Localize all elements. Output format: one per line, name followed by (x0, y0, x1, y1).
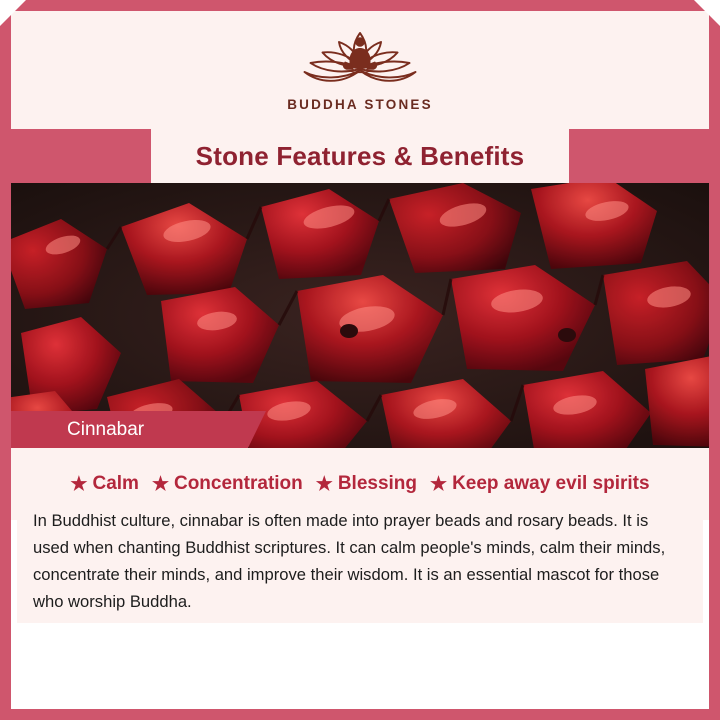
corner-notch-right (694, 0, 720, 26)
content-panel (11, 11, 709, 709)
cinnabar-stones-illustration (11, 183, 709, 448)
buddha-lotus-icon (285, 27, 435, 93)
stone-photo (11, 183, 709, 448)
star-icon: ★ (315, 473, 333, 495)
benefit-item (430, 473, 650, 495)
brand-header (11, 11, 709, 131)
benefit-label: Calm (92, 473, 139, 494)
benefit-item (316, 473, 417, 495)
title-band-inner (151, 129, 569, 183)
corner-notch-left (0, 0, 26, 26)
benefit-item (152, 473, 303, 495)
benefit-label: Keep away evil spirits (452, 473, 650, 494)
star-icon: ★ (430, 473, 448, 495)
benefit-label: Blessing (337, 473, 418, 494)
stone-name: Cinnabar (67, 419, 145, 440)
benefit-label: Concentration (173, 473, 303, 494)
brand-name: BUDDHA STONES (287, 97, 433, 112)
stone-name-tag (11, 411, 248, 448)
benefit-item (70, 473, 139, 495)
page-title: Stone Features & Benefits (195, 140, 525, 171)
bottom-white-area (11, 623, 709, 709)
star-icon: ★ (70, 473, 88, 495)
description-text: In Buddhist culture, cinnabar is often made into prayer beads and rosary beads. It is used when chanting Buddhist scriptures. It can calm people's minds, calm their minds, concentrate their minds, and improve their wisdom. It is an essential mascot for those who worship Buddha. (33, 511, 666, 611)
star-icon: ★ (151, 473, 169, 495)
